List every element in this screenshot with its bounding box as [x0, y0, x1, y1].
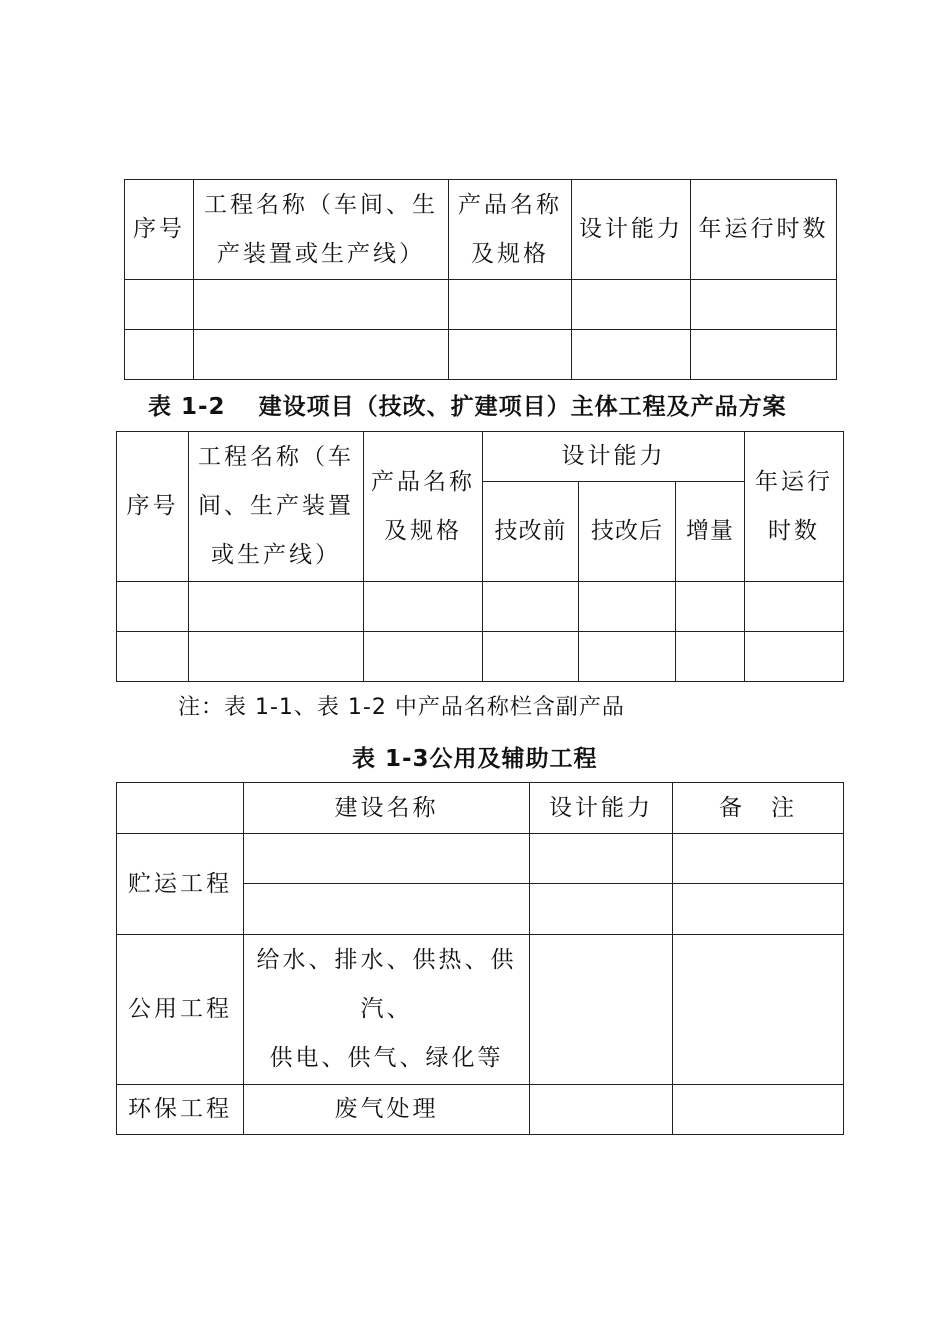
- table-cell: [579, 582, 676, 632]
- header-seq: 序号: [125, 180, 194, 280]
- row-label-public: 公用工程: [117, 935, 244, 1085]
- table-1-1: [124, 179, 837, 380]
- header-increase: 增量: [676, 482, 745, 582]
- header-before: 技改前: [483, 482, 579, 582]
- table-cell: [673, 1085, 844, 1135]
- table-header-row: [125, 180, 837, 280]
- table-cell: [125, 280, 194, 330]
- table-cell: [117, 582, 189, 632]
- table-cell: [572, 280, 691, 330]
- table-row: [125, 330, 837, 380]
- header-product-name: 产品名称及规格: [364, 432, 483, 582]
- table-cell: [691, 330, 837, 380]
- table-cell: [530, 1085, 673, 1135]
- table-cell: [483, 582, 579, 632]
- table-1-3-caption: 表 1-3公用及辅助工程: [352, 746, 598, 772]
- header-project-name: 工程名称（车间、生产装置或生产线）: [189, 432, 364, 582]
- table-note: 注：表 1-1、表 1-2 中产品名称栏含副产品: [178, 695, 625, 720]
- table-cell: [530, 834, 673, 884]
- table-cell: [572, 330, 691, 380]
- table-cell: [125, 330, 194, 380]
- table-header-row: [117, 432, 844, 482]
- header-seq: 序号: [117, 432, 189, 582]
- table-cell: [189, 582, 364, 632]
- table-header-row: [117, 783, 844, 834]
- public-works-desc-line2: 供电、供气、绿化等: [269, 1045, 504, 1071]
- table-cell: [364, 582, 483, 632]
- row-label-env: 环保工程: [117, 1085, 244, 1135]
- table-cell: [449, 330, 572, 380]
- table-cell: [244, 834, 530, 884]
- header-after: 技改后: [579, 482, 676, 582]
- table-cell: [579, 632, 676, 682]
- table-cell: [530, 884, 673, 935]
- header-capacity: 设计能力: [483, 432, 745, 482]
- table-row: [117, 935, 844, 1085]
- table-row: [125, 280, 837, 330]
- header-capacity: 设计能力: [530, 783, 673, 834]
- table-cell: [745, 632, 844, 682]
- header-category: [117, 783, 244, 834]
- table-cell: [364, 632, 483, 682]
- header-annual-hours: 年运行时数: [691, 180, 837, 280]
- table-cell: [673, 884, 844, 935]
- table-cell: [449, 280, 572, 330]
- table-row: [117, 632, 844, 682]
- header-remark: 备 注: [673, 783, 844, 834]
- table-row: [117, 582, 844, 632]
- table-cell: [676, 582, 745, 632]
- table-1-2-caption: 表 1-2 建设项目（技改、扩建项目）主体工程及产品方案: [148, 394, 787, 420]
- table-cell: [189, 632, 364, 682]
- table-row: [117, 834, 844, 884]
- table-cell: [117, 632, 189, 682]
- table-cell: [676, 632, 745, 682]
- header-product-name: 产品名称及规格: [449, 180, 572, 280]
- table-row: [117, 1085, 844, 1135]
- table-cell: [194, 280, 449, 330]
- row-label-storage: 贮运工程: [117, 834, 244, 935]
- header-build-name: 建设名称: [244, 783, 530, 834]
- table-1-3: [116, 782, 844, 1135]
- table-cell: [673, 834, 844, 884]
- public-works-desc-line1: 给水、排水、供热、供汽、: [256, 947, 517, 1022]
- table-cell: [691, 280, 837, 330]
- table-cell: [244, 884, 530, 935]
- table-cell: [483, 632, 579, 682]
- public-works-desc: [244, 935, 530, 1085]
- header-project-name: 工程名称（车间、生产装置或生产线）: [194, 180, 449, 280]
- env-works-desc: 废气处理: [244, 1085, 530, 1135]
- header-annual-hours: 年运行时数: [745, 432, 844, 582]
- table-1-2: [116, 431, 844, 682]
- table-cell: [673, 935, 844, 1085]
- table-cell: [745, 582, 844, 632]
- table-cell: [194, 330, 449, 380]
- table-cell: [530, 935, 673, 1085]
- header-capacity: 设计能力: [572, 180, 691, 280]
